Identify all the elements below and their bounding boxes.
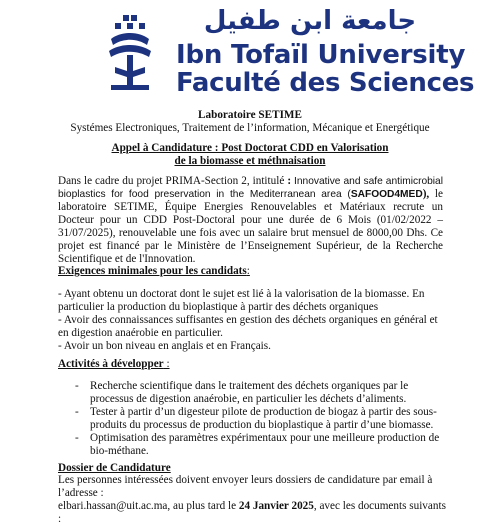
dossier-line-2 <box>58 500 448 526</box>
list-item: - Tester à partir d’un digesteur pilote de production de biogaz à partir des sous-produits du processus de production du bioplastique à partir d’une biomasse. <box>58 406 443 432</box>
intro-colon: : <box>287 175 295 187</box>
project-title: Innovative and safe antimicrobial bioplastics for food preservation in the Mediterranean area <box>58 176 443 200</box>
intro-text-end: le laboratoire SETIME, Équipe Energies Renouvelables et Matériaux recrute un Docteur pour un CDD Post-Doctoral pour une durée de 6 Mois (01/02/2022 – 31/07/2025), renouvelable une fois avec un salaire brut mensuel de 8000,00 Dhs. Ce projet est financé par le Ministère de l’Enseignement Supérieur, de la Recherche Scientifique et de l'Innovation. <box>58 188 444 265</box>
deadline-date: 24 Janvier 2025 <box>238 500 314 512</box>
activities-heading <box>58 358 170 371</box>
contact-email: elbari.hassan@uit.ac.ma <box>58 500 168 512</box>
activities-heading-colon: : <box>163 358 170 370</box>
dossier-line-2-mid: , au plus tard le <box>167 500 239 512</box>
list-item: - Ayant obtenu un doctorat dont le sujet est lié à la valorisation de la biomasse. En particulier la production du bioplastique à partir des déchets organiques <box>58 288 425 313</box>
list-item: - Avoir des connaissances suffisantes en gestion des déchets organiques en général et en digestion anaérobie en particulier. <box>58 314 438 339</box>
dossier-heading: Dossier de Candidature <box>58 462 171 474</box>
list-item: - Avoir un bon niveau en anglais et en Français. <box>58 340 271 352</box>
intro-text-start: Dans le cadre du projet PRIMA-Section 2, intitulé <box>58 175 288 187</box>
lab-subtitle: Systémes Electroniques, Traitement de l’information, Mécanique et Energétique <box>70 122 430 134</box>
list-item: - Recherche scientifique dans le traitement des déchets organiques par le processus de digestion anaérobie, en particulier les déchets d’aliments. <box>58 380 443 406</box>
list-item: - Optimisation des paramètres expérimentaux pour une meilleure production de bio-méthane. <box>58 432 443 458</box>
acronym-open: ( <box>341 189 351 200</box>
arabic-university-name: جامعة ابن طفيل <box>203 6 417 36</box>
dossier-text <box>58 474 448 526</box>
project-acronym: SAFOOD4MED <box>350 189 423 200</box>
announcement-title: Appel à Candidature : Post Doctorat CDD en Valorisation de la biomasse et méthnaisation <box>111 142 389 167</box>
ibn-tofail-emblem-icon <box>103 11 157 93</box>
acronym-close: ), <box>422 188 430 200</box>
intro-paragraph <box>58 175 443 266</box>
faculty-name: Faculté des Sciences <box>176 68 475 98</box>
dossier-line-1: Les personnes intéressées doivent envoyer leurs dossiers de candidature par email à l’adresse : <box>58 474 433 499</box>
activities-list <box>58 380 443 458</box>
requirements-list <box>58 288 448 353</box>
university-name: Ibn Tofaïl University <box>176 40 466 70</box>
lab-title: Laboratoire SETIME <box>198 109 302 121</box>
activities-heading-text: Activités à développer <box>58 358 164 370</box>
requirements-heading-colon: : <box>246 265 250 277</box>
requirements-heading-text: Exigences minimales pour les candidats <box>58 265 247 277</box>
dossier-line-2-end: , avec les documents suivants : <box>58 500 446 525</box>
university-logo <box>0 4 500 96</box>
requirements-heading <box>58 265 250 278</box>
